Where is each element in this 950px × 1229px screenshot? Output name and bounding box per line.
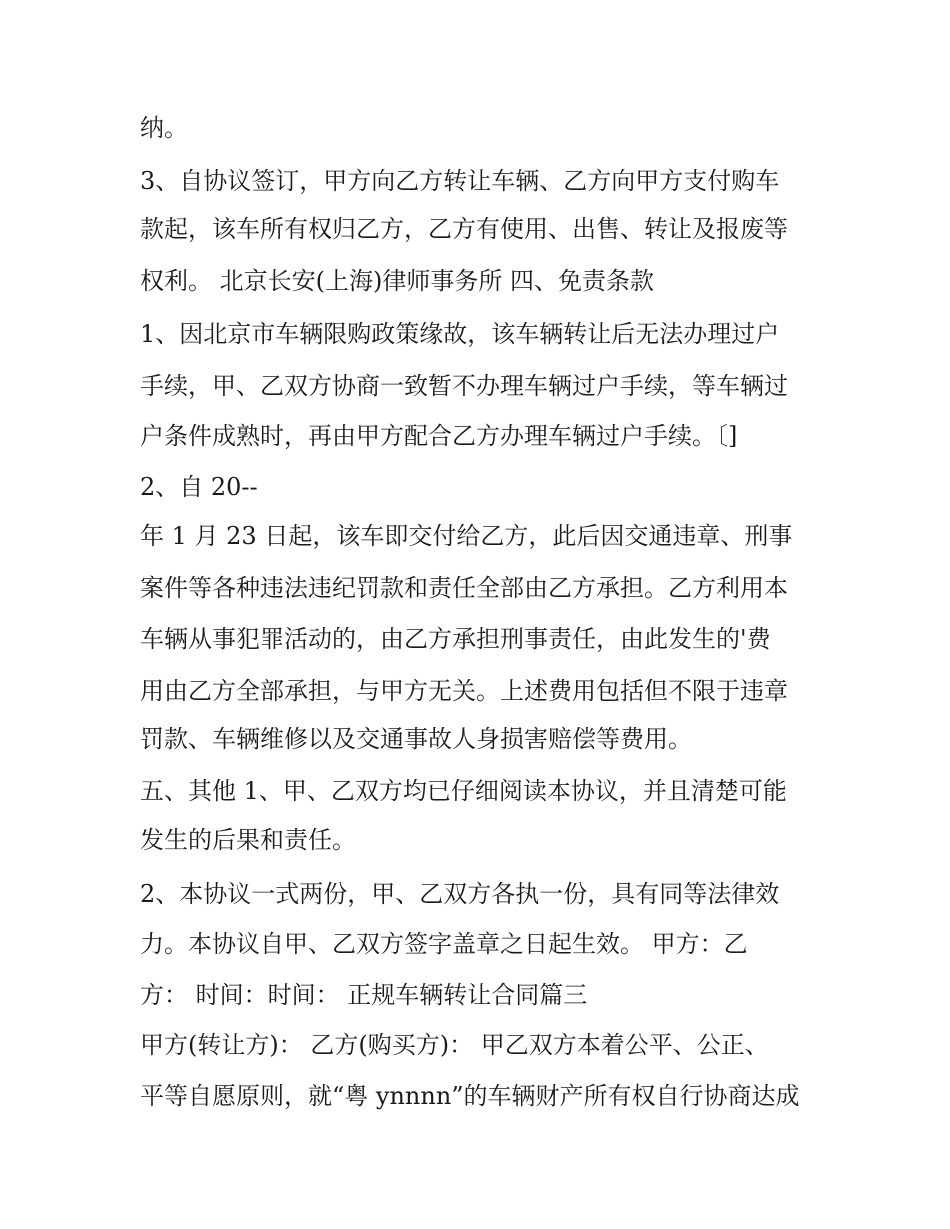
text-line: 方： 时间：时间： 正规车辆转让合同篇三 <box>140 981 588 1009</box>
text-line: 发生的后果和责任。 <box>140 826 356 854</box>
text-line: 五、其他 1、甲、乙双方均已仔细阅读本协议，并且清楚可能 <box>140 777 787 805</box>
text-line: 1、因北京市车辆限购政策缘故，该车辆转让后无法办理过户 <box>140 320 780 348</box>
text-line: 甲方(转让方)： 乙方(购买方)： 甲乙双方本着公平、公正、 <box>140 1031 769 1059</box>
text-line: 车辆从事犯罪活动的，由乙方承担刑事责任，由此发生的'费 <box>140 625 771 653</box>
text-line: 2、自 20-- <box>140 473 258 501</box>
text-line: 手续，甲、乙双方协商一致暂不办理车辆过户手续，等车辆过 <box>140 372 788 400</box>
text-line: 户条件成熟时，再由甲方配合乙方办理车辆过户手续。〔] <box>140 422 738 450</box>
text-line: 用由乙方全部承担，与甲方无关。上述费用包括但不限于违章 <box>140 677 788 705</box>
text-line: 款起，该车所有权归乙方，乙方有使用、出售、转让及报废等 <box>140 215 788 243</box>
text-line: 年 1 月 23 日起，该车即交付给乙方，此后因交通违章、刑事 <box>140 522 793 550</box>
text-line: 力。本协议自甲、乙双方签字盖章之日起生效。 甲方：乙 <box>140 930 748 958</box>
text-line: 2、本协议一式两份，甲、乙双方各执一份，具有同等法律效 <box>140 880 780 908</box>
text-line: 纳。 <box>140 114 188 142</box>
text-line: 案件等各种违法违纪罚款和责任全部由乙方承担。乙方利用本 <box>140 574 788 602</box>
text-line: 罚款、车辆维修以及交通事故人身损害赔偿等费用。 <box>140 725 692 753</box>
text-line: 权利。 北京长安(上海)律师事务所 四、免责条款 <box>140 267 654 295</box>
text-line: 3、自协议签订，甲方向乙方转让车辆、乙方向甲方支付购车 <box>140 167 780 195</box>
text-line: 平等自愿原则，就“粤 ynnnn”的车辆财产所有权自行协商达成 <box>140 1082 800 1110</box>
